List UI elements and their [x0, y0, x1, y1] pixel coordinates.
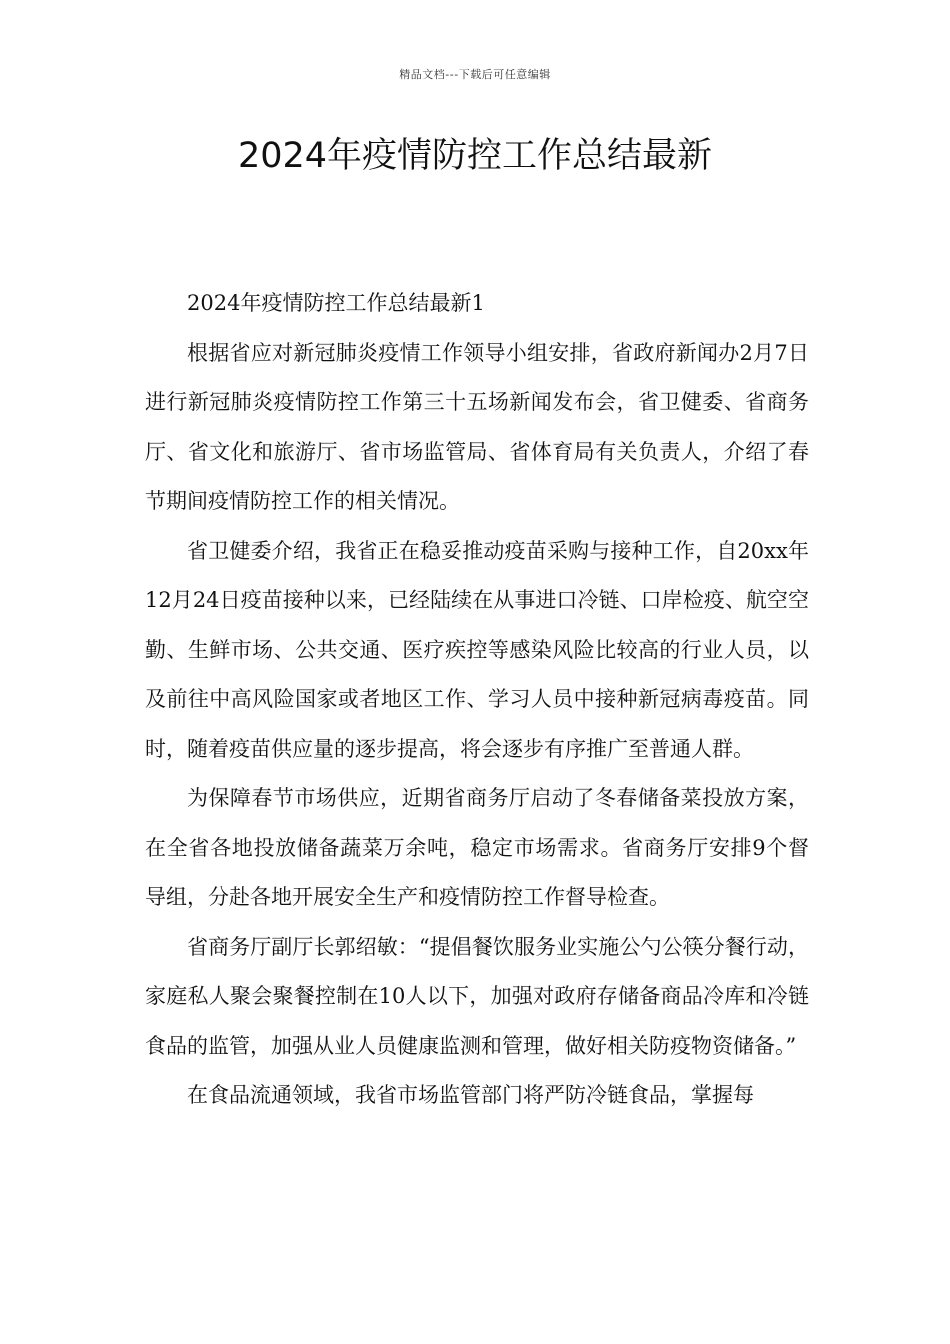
header-note: 精品文档---下载后可任意编辑 — [399, 68, 551, 81]
document-body — [145, 279, 809, 1121]
document-title: 2024年疫情防控工作总结最新 — [237, 136, 713, 176]
section-heading: 2024年疫情防控工作总结最新1 — [187, 291, 485, 315]
paragraph: 根据省应对新冠肺炎疫情工作领导小组安排，省政府新闻办2月7日进行新冠肺炎疫情防控工作第三十五场新闻发布会，省卫健委、省商务厅、省文化和旅游厅、省市场监管局、省体育局有关负责人，介绍了春节期间疫情防控工作的相关情况。 — [145, 340, 809, 513]
paragraph: 省卫健委介绍，我省正在稳妥推动疫苗采购与接种工作，自20xx年12月24日疫苗接种以来，已经陆续在从事进口冷链、口岸检疫、航空空勤、生鲜市场、公共交通、医疗疾控等感染风险比较高的行业人员，以及前往中高风险国家或者地区工作、学习人员中接种新冠病毒疫苗。同时，随着疫苗供应量的逐步提高，将会逐步有序推广至普通人群。 — [145, 538, 809, 761]
paragraph: 省商务厅副厅长郭绍敏：“提倡餐饮服务业实施公勺公筷分餐行动，家庭私人聚会聚餐控制在10人以下，加强对政府存储备商品冷库和冷链食品的监管，加强从业人员健康监测和管理，做好相关防疫物资储备。” — [145, 934, 809, 1058]
paragraph: 在食品流通领域，我省市场监管部门将严防冷链食品，掌握每 — [187, 1083, 754, 1107]
paragraph: 为保障春节市场供应，近期省商务厅启动了冬春储备菜投放方案，在全省各地投放储备蔬菜万余吨，稳定市场需求。省商务厅安排9个督导组，分赴各地开展安全生产和疫情防控工作督导检查。 — [145, 786, 809, 909]
